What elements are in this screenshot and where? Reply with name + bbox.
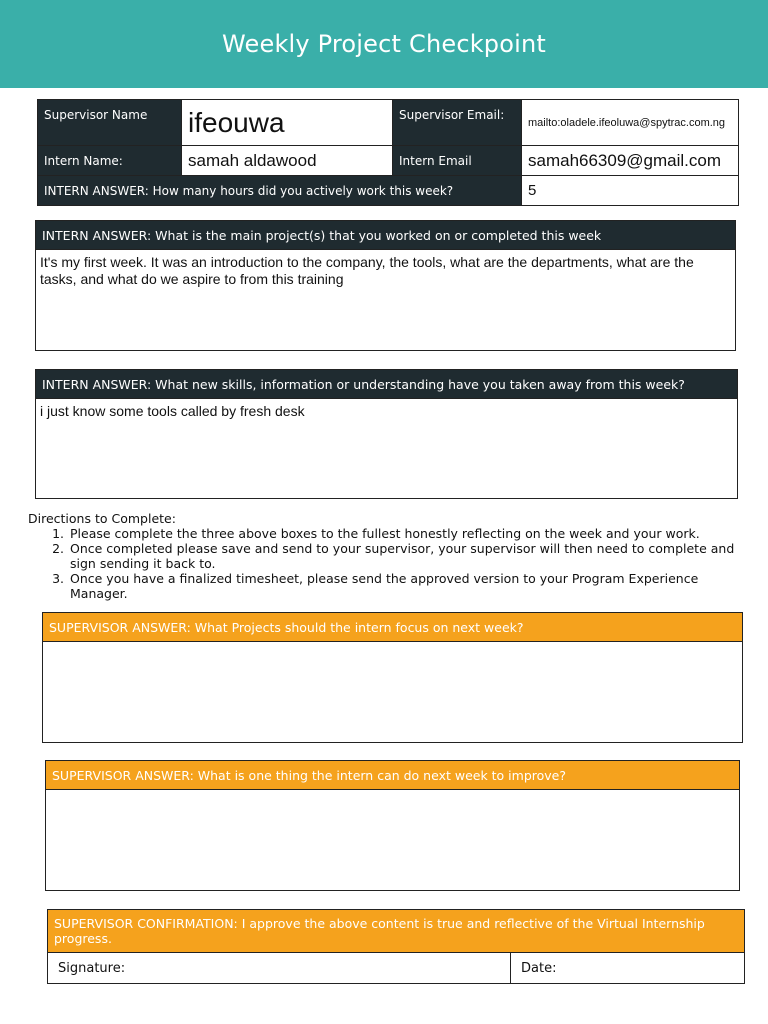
confirmation-label: SUPERVISOR CONFIRMATION: I approve the above content is true and reflective of the Virtual Internship progress. xyxy=(48,910,744,953)
supervisor-name-field[interactable]: ifeouwa xyxy=(182,100,393,146)
hours-field[interactable]: 5 xyxy=(522,176,739,206)
supervisor-email-field[interactable]: mailto:oladele.ifeoluwa@spytrac.com.ng xyxy=(522,100,739,146)
intern-skills-answer[interactable]: i just know some tools called by fresh desk xyxy=(40,403,305,419)
intern-skills-box xyxy=(35,369,738,499)
supervisor-improve-answer[interactable] xyxy=(46,790,739,798)
supervisor-name-label: Supervisor Name xyxy=(38,100,182,146)
supervisor-improve-box xyxy=(45,760,740,891)
directions-item: 2. Once completed please save and send to your supervisor, your supervisor will then need to complete and sign sending it back to. xyxy=(68,541,748,571)
intern-skills-label: INTERN ANSWER: What new skills, information or understanding have you taken away from this week? xyxy=(36,370,737,399)
intern-name-field[interactable]: samah aldawood xyxy=(182,146,393,176)
directions-title: Directions to Complete: xyxy=(28,511,176,526)
intern-name-label: Intern Name: xyxy=(38,146,182,176)
intern-project-box xyxy=(35,220,736,351)
supervisor-email-label: Supervisor Email: xyxy=(393,100,522,146)
supervisor-confirmation xyxy=(47,909,745,984)
directions-item: 1. Please complete the three above boxes to the fullest honestly reflecting on the week and your work. xyxy=(68,526,748,541)
directions xyxy=(28,511,748,601)
intern-email-label: Intern Email xyxy=(393,146,522,176)
page-title: Weekly Project Checkpoint xyxy=(221,30,547,58)
page-header xyxy=(0,0,768,88)
directions-item: 3. Once you have a finalized timesheet, please send the approved version to your Program Experience Manager. xyxy=(68,571,748,601)
date-field[interactable] xyxy=(511,953,744,983)
directions-list xyxy=(68,526,748,601)
intern-project-answer[interactable]: It's my first week. It was an introduction to the company, the tools, what are the departments, what are the tasks, and what do we aspire to from this training xyxy=(40,254,694,287)
signature-field[interactable] xyxy=(48,953,511,983)
hours-label: INTERN ANSWER: How many hours did you actively work this week? xyxy=(38,176,522,206)
date-label: Date: xyxy=(521,960,557,976)
signature-label: Signature: xyxy=(58,960,126,976)
supervisor-improve-label: SUPERVISOR ANSWER: What is one thing the intern can do next week to improve? xyxy=(46,761,739,790)
info-table xyxy=(37,99,739,206)
intern-project-label: INTERN ANSWER: What is the main project(s) that you worked on or completed this week xyxy=(36,221,735,250)
supervisor-focus-label: SUPERVISOR ANSWER: What Projects should the intern focus on next week? xyxy=(43,613,742,642)
supervisor-focus-box xyxy=(42,612,743,743)
signature-row xyxy=(48,953,744,983)
supervisor-focus-answer[interactable] xyxy=(43,642,742,650)
intern-email-field[interactable]: samah66309@gmail.com xyxy=(522,146,739,176)
